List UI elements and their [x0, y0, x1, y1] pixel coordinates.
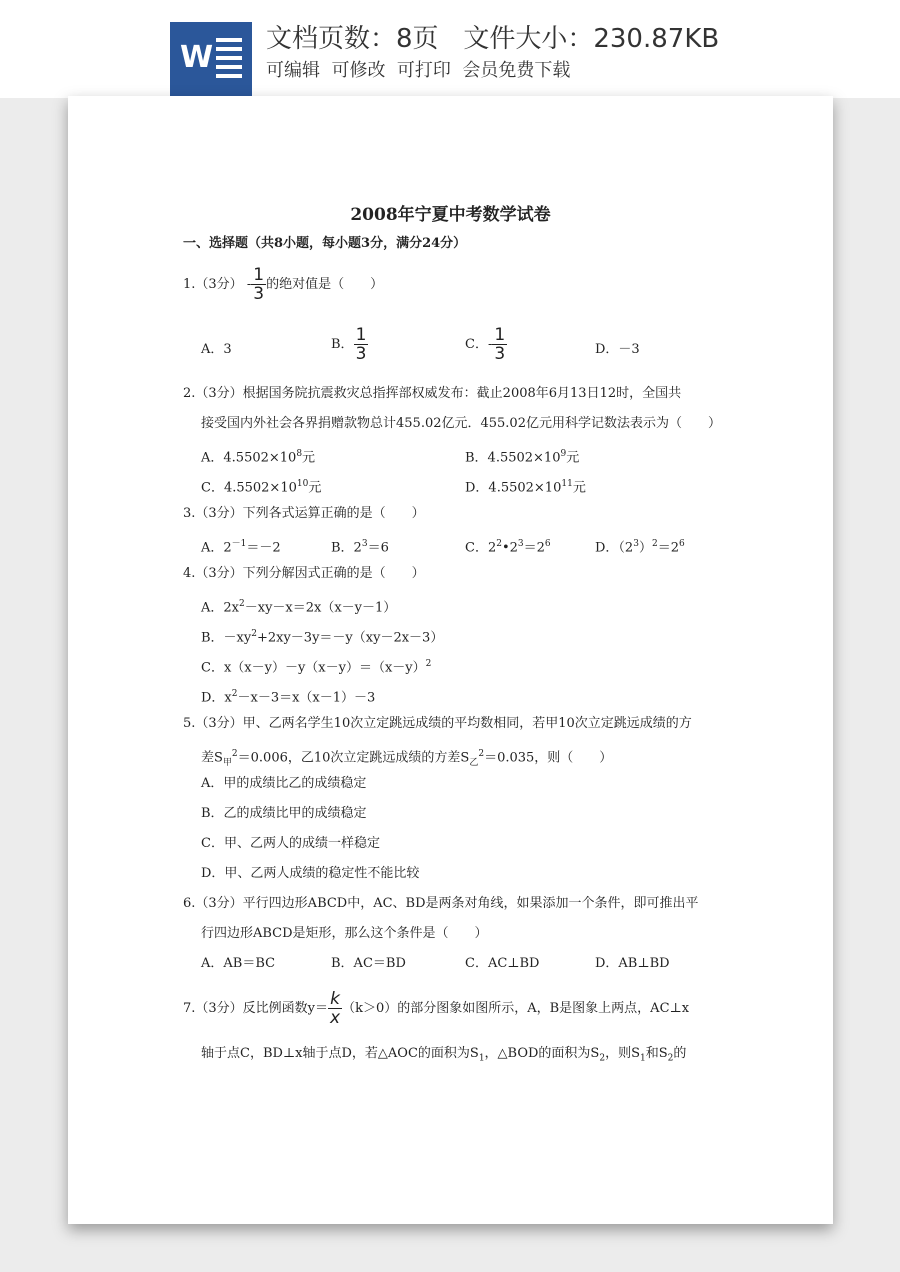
q1-stem: 1.（3分） - $\frac{1}{3}$ 的绝对值是（ ）: [183, 265, 384, 304]
q5-option-b: B．乙的成绩比甲的成绩稳定: [201, 806, 367, 821]
q7-fraction: $\frac{k}{x}$: [330, 989, 341, 1028]
doc-meta: [266, 18, 719, 55]
q2-option-b: B．$4.5502\times 10^9$元: [465, 449, 580, 466]
q4-option-b: B．$-xy^2+2xy-3y=-y(xy-2x-3)$: [201, 629, 444, 646]
q6-option-b: B．AC＝BD: [331, 956, 406, 971]
doc-title: 2008年宁夏中考数学试卷: [350, 205, 551, 225]
word-icon-letter: W: [180, 40, 214, 75]
q2-stem-line2: 接受国内外社会各界捐赠款物总计455.02亿元．455.02亿元用科学记数法表示为（ ）: [201, 416, 721, 431]
page-count: 文档页数：8页: [266, 24, 439, 54]
q6-option-c: C．AC⊥BD: [465, 956, 540, 971]
q6-stem-line1: 6.（3分）平行四边形ABCD中，AC、BD是两条对角线，如果添加一个条件，即可推出平: [183, 896, 699, 911]
q7-stem-line2: 轴于点C，BD⊥x轴于点D，若△AOC的面积为$S_1$，△BOD的面积为$S_2$，则$S_1$和$S_2$的: [201, 1046, 687, 1064]
q6-stem-line2: 行四边形ABCD是矩形，那么这个条件是（ ）: [201, 926, 488, 941]
q5-stem-line1: 5.（3分）甲、乙两名学生10次立定跳远成绩的平均数相同，若甲10次立定跳远成绩的方: [183, 716, 692, 731]
section-heading: 一、选择题（共8小题，每小题3分，满分24分）: [183, 236, 467, 251]
q1-option-c: C．- $\frac{1}{3}$: [465, 325, 506, 364]
q7-stem-line1: 7.（3分）反比例函数y＝ $\frac{k}{x}$ （k＞0）的部分图象如图所示，A，B是图象上两点，AC⊥x: [183, 989, 690, 1028]
q3-option-b: B．$2^3=6$: [331, 539, 389, 556]
download-header: [0, 0, 900, 98]
q2-option-d: D．$4.5502\times 10^{11}$元: [465, 479, 586, 496]
q1-option-b: B． $\frac{1}{3}$: [331, 325, 367, 364]
doc-features: 可编辑 可修改 可打印 会员免费下载: [266, 60, 571, 81]
q5-option-a: A．甲的成绩比乙的成绩稳定: [201, 776, 367, 791]
q6-option-a: A．AB＝BC: [201, 956, 276, 971]
q5-option-d: D．甲、乙两人成绩的稳定性不能比较: [201, 866, 420, 881]
q3-option-c: C．$2^2•2^3=2^6$: [465, 539, 551, 556]
word-icon-lines: [216, 38, 242, 83]
q1-option-d: D．－3: [595, 342, 640, 357]
q2-stem-line1: 2.（3分）根据国务院抗震救灾总指挥部权威发布：截止2008年6月13日12时，全国共: [183, 386, 682, 401]
q3-stem: 3.（3分）下列各式运算正确的是（ ）: [183, 506, 425, 521]
q4-option-d: D．$x^2-x-3=x(x-1)-3$: [201, 689, 376, 706]
q1-fraction: $\frac{1}{3}$: [253, 265, 265, 304]
q3-option-a: A．$2^{-1}=-2$: [201, 539, 281, 556]
q3-option-d: D．$(2^3)^2=2^6$: [595, 539, 685, 556]
q6-option-d: D．AB⊥BD: [595, 956, 670, 971]
q2-option-c: C．$4.5502\times 10^{10}$元: [201, 479, 322, 496]
q1-option-a: A．3: [201, 342, 232, 357]
q4-option-a: A．$2x^2-xy-x=2x(x-y-1)$: [201, 599, 397, 616]
file-size: 文件大小：230.87KB: [463, 24, 720, 54]
q5-option-c: C．甲、乙两人的成绩一样稳定: [201, 836, 380, 851]
q4-option-c: C．$x(x-y)-y(x-y)=(x-y)^2$: [201, 659, 432, 676]
word-doc-icon: [170, 22, 252, 96]
q4-stem: 4.（3分）下列分解因式正确的是（ ）: [183, 566, 425, 581]
q5-stem-line2: 差$S_甲^2=0.006$，乙10次立定跳远成绩的方差$S_乙^2=0.035$，则（ ）: [201, 749, 613, 768]
q2-option-a: A．$4.5502\times 10^8$元: [201, 449, 316, 466]
document-page: [68, 96, 833, 1224]
